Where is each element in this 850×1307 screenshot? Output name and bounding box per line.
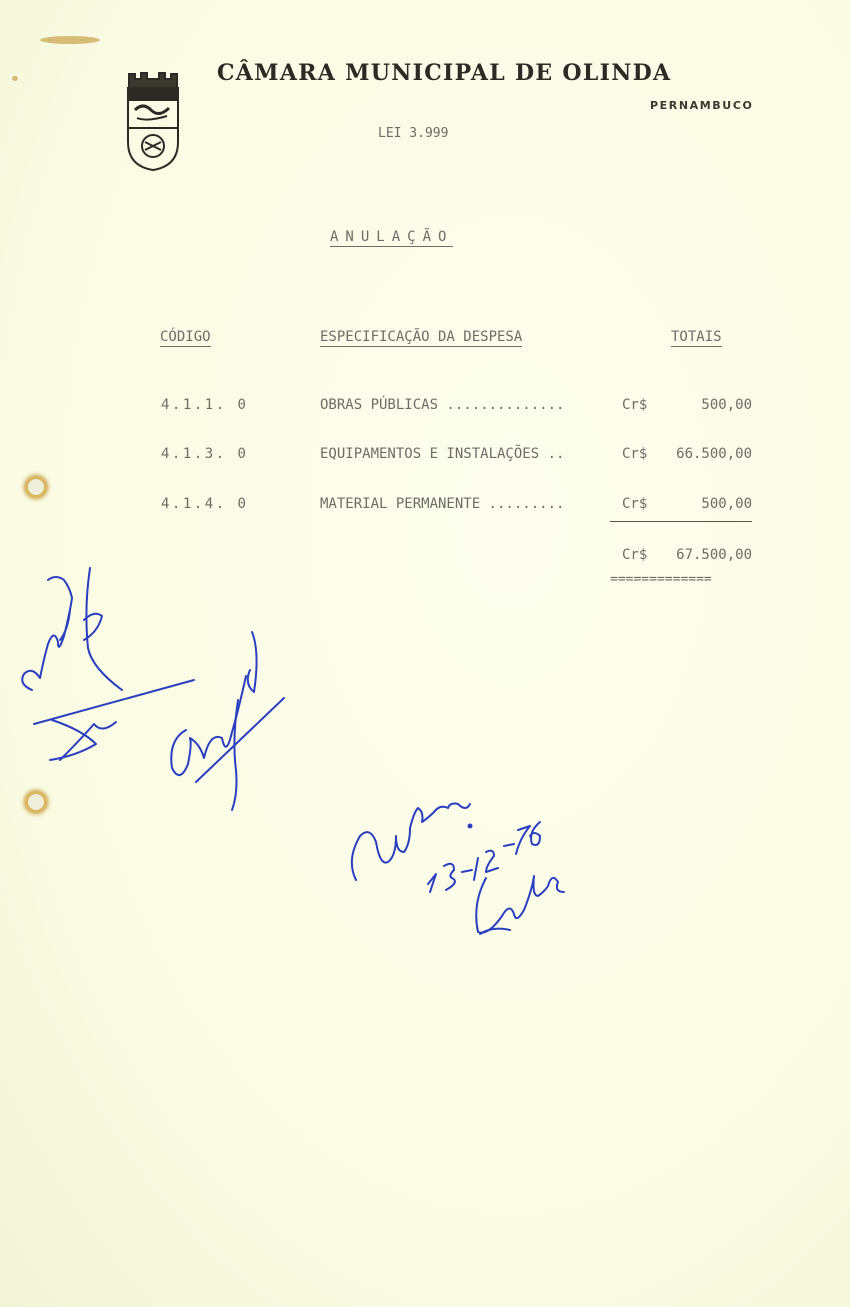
row-currency: Cr$ bbox=[622, 496, 648, 512]
row-currency: Cr$ bbox=[622, 446, 648, 462]
row-amount: 66.500,00 bbox=[676, 446, 752, 462]
total-double-underline: ============= bbox=[610, 572, 712, 587]
column-header-code: CÓDIGO bbox=[160, 329, 211, 345]
state-label: PERNAMBUCO bbox=[650, 99, 754, 112]
row-code: 4.1.1. 0 bbox=[161, 397, 249, 413]
row-code: 4.1.3. 0 bbox=[161, 446, 249, 462]
document-heading: ANULAÇÃO bbox=[330, 229, 454, 245]
total-amount: 67.500,00 bbox=[676, 547, 752, 563]
row-description: EQUIPAMENTOS E INSTALAÇÕES .. bbox=[320, 446, 565, 462]
row-description: MATERIAL PERMANENTE ......... bbox=[320, 496, 565, 512]
institution-title: CÂMARA MUNICIPAL DE OLINDA bbox=[217, 60, 672, 86]
row-amount: 500,00 bbox=[701, 496, 752, 512]
row-code: 4.1.4. 0 bbox=[161, 496, 249, 512]
row-description: OBRAS PÚBLICAS .............. bbox=[320, 397, 565, 413]
row-amount: 500,00 bbox=[701, 397, 752, 413]
column-header-totals: TOTAIS bbox=[671, 329, 722, 345]
column-header-specification: ESPECIFICAÇÃO DA DESPESA bbox=[320, 329, 523, 345]
row-currency: Cr$ bbox=[622, 397, 648, 413]
total-currency: Cr$ bbox=[622, 547, 648, 563]
law-reference: LEI 3.999 bbox=[378, 126, 449, 141]
